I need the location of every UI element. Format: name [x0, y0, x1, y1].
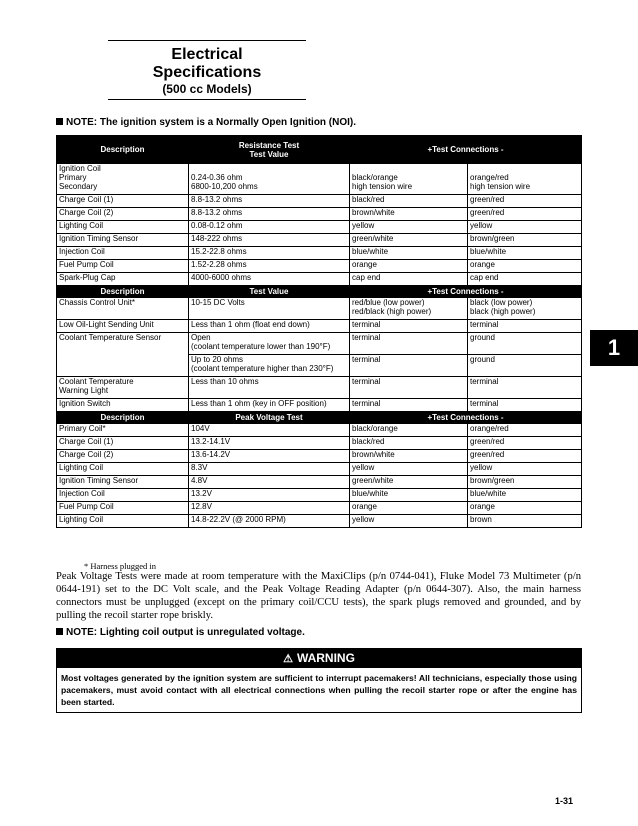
cell-minus-connection-line: terminal: [470, 377, 499, 386]
cell-minus-connection-line: orange: [470, 260, 495, 269]
cell-description-line: Secondary: [59, 182, 98, 191]
header-test-line: Resistance Test: [238, 140, 300, 150]
cell-plus-connection-line: cap end: [352, 273, 381, 282]
cell-minus-connection: [468, 377, 582, 399]
cell-test-value: [189, 377, 350, 399]
cell-minus-connection: [468, 195, 582, 208]
cell-minus-connection: [468, 298, 582, 320]
cell-description-line: Injection Coil: [59, 247, 105, 256]
cell-test-value: [189, 320, 350, 333]
cell-plus-connection: [350, 164, 468, 195]
cell-minus-connection: [468, 273, 582, 286]
cell-plus-connection: [350, 489, 468, 502]
title-line3: (500 cc Models): [162, 82, 252, 96]
cell-test-value: [189, 247, 350, 260]
cell-test-value-line: 6800-10,200 ohms: [191, 182, 258, 191]
cell-minus-connection-line: orange/red: [470, 173, 509, 182]
cell-description: [57, 355, 189, 377]
table-row: [57, 195, 582, 208]
cell-minus-connection-line: green/red: [470, 195, 505, 204]
cell-minus-connection: [468, 247, 582, 260]
cell-test-value-line: 4000-6000 ohms: [191, 273, 252, 282]
cell-plus-connection: [350, 463, 468, 476]
cell-description: [57, 399, 189, 412]
cell-minus-connection-line: brown/green: [470, 234, 515, 243]
cell-description-line: Low Oil-Light Sending Unit: [59, 320, 154, 329]
cell-test-value: [189, 399, 350, 412]
cell-description: [57, 515, 189, 528]
cell-description-line: Spark-Plug Cap: [59, 273, 116, 282]
cell-description-line: Charge Coil (1): [59, 195, 114, 204]
table-row: [57, 320, 582, 333]
cell-minus-connection-line: yellow: [470, 463, 493, 472]
cell-minus-connection-line: ground: [470, 333, 495, 342]
cell-plus-connection: [350, 515, 468, 528]
cell-minus-connection: [468, 424, 582, 437]
cell-minus-connection: [468, 320, 582, 333]
header-test-connections: +Test Connections -: [350, 412, 582, 424]
cell-description-line: [59, 355, 186, 364]
cell-plus-connection: [350, 273, 468, 286]
footnote: * Harness plugged in: [84, 561, 157, 571]
cell-plus-connection: [350, 424, 468, 437]
cell-minus-connection: [468, 502, 582, 515]
cell-test-value: [189, 476, 350, 489]
cell-minus-connection: [468, 208, 582, 221]
table-row: [57, 502, 582, 515]
cell-test-value: [189, 260, 350, 273]
cell-test-value: [189, 221, 350, 234]
cell-description: [57, 476, 189, 489]
peak-voltage-paragraph: Peak Voltage Tests were made at room temperature with the MaxiClips (p/n 0744-041), Fluke Model 73 Multimeter (p/n 0644-191) set to the DC Volt scale, and the Peak Voltage Reading Adapter (p/n 0644-307). Also, the main harness connectors must be unplugged (except on the primary coil/CCU tests), the spark plugs removed and grounded, and by pulling the recoil starter rope briskly.: [56, 571, 581, 621]
cell-description: [57, 333, 189, 355]
cell-description: [57, 273, 189, 286]
cell-test-value-line: Less than 1 ohm (float end down): [191, 320, 310, 329]
table-header-row: [57, 136, 582, 164]
cell-test-value-line: Less than 10 ohms: [191, 377, 259, 386]
cell-test-value-line: 8.8-13.2 ohms: [191, 208, 243, 217]
cell-plus-connection-line: high tension wire: [352, 182, 413, 191]
cell-test-value: [189, 333, 350, 355]
cell-minus-connection-line: green/red: [470, 450, 505, 459]
cell-test-value-line: 1.52-2.28 ohms: [191, 260, 247, 269]
cell-plus-connection-line: terminal: [352, 320, 381, 329]
cell-plus-connection-line: blue/white: [352, 247, 389, 256]
cell-description-line: Ignition Coil: [59, 164, 101, 173]
cell-test-value-line: (coolant temperature lower than 190°F): [191, 342, 331, 351]
cell-description-line: Injection Coil: [59, 489, 105, 498]
cell-plus-connection: [350, 333, 468, 355]
cell-description: [57, 260, 189, 273]
cell-test-value: [189, 195, 350, 208]
cell-plus-connection: [350, 195, 468, 208]
cell-description: [57, 502, 189, 515]
cell-plus-connection-line: terminal: [352, 333, 381, 342]
cell-plus-connection-line: yellow: [352, 463, 375, 472]
cell-minus-connection: [468, 164, 582, 195]
cell-plus-connection: [350, 399, 468, 412]
cell-minus-connection: [468, 399, 582, 412]
cell-plus-connection-line: terminal: [352, 355, 381, 364]
cell-description-line: Primary: [59, 173, 87, 182]
table-row: [57, 476, 582, 489]
cell-description: [57, 247, 189, 260]
cell-minus-connection-line: [470, 164, 579, 173]
cell-description: [57, 320, 189, 333]
cell-description-line: Fuel Pump Coil: [59, 260, 114, 269]
cell-test-value: [189, 234, 350, 247]
note-lighting: [56, 627, 305, 638]
bullet-square-icon: [56, 628, 63, 635]
cell-test-value-line: [191, 164, 347, 173]
cell-plus-connection-line: terminal: [352, 399, 381, 408]
cell-minus-connection: [468, 260, 582, 273]
cell-test-value-line: 13.6-14.2V: [191, 450, 231, 459]
cell-minus-connection-line: orange: [470, 502, 495, 511]
cell-test-value-line: 148-222 ohms: [191, 234, 243, 243]
cell-minus-connection-line: blue/white: [470, 247, 507, 256]
cell-minus-connection: [468, 355, 582, 377]
title-line2: Specifications: [152, 64, 262, 81]
cell-minus-connection-line: terminal: [470, 320, 499, 329]
cell-plus-connection-line: red/blue (low power): [352, 298, 425, 307]
table-row: [57, 355, 582, 377]
cell-description: [57, 208, 189, 221]
cell-minus-connection-line: black (low power): [470, 298, 533, 307]
header-test-value: Test Value: [189, 286, 350, 298]
table-row: [57, 489, 582, 502]
header-test-connections: +Test Connections -: [350, 136, 582, 164]
cell-description: [57, 463, 189, 476]
warning-box: [56, 648, 582, 713]
cell-test-value: [189, 463, 350, 476]
table-row: [57, 221, 582, 234]
cell-description: [57, 234, 189, 247]
header-description: Description: [57, 136, 189, 164]
cell-minus-connection: [468, 463, 582, 476]
cell-test-value-line: 4.8V: [191, 476, 208, 485]
cell-plus-connection-line: black/red: [352, 437, 385, 446]
cell-test-value-line: 8.3V: [191, 463, 208, 472]
cell-test-value-line: 13.2V: [191, 489, 212, 498]
cell-plus-connection-line: brown/white: [352, 208, 395, 217]
cell-description-line: Ignition Switch: [59, 399, 111, 408]
cell-test-value-line: 14.8-22.2V (@ 2000 RPM): [191, 515, 286, 524]
note-lighting-text: NOTE: Lighting coil output is unregulated voltage.: [66, 627, 305, 638]
cell-minus-connection: [468, 476, 582, 489]
cell-minus-connection: [468, 489, 582, 502]
table-row: [57, 463, 582, 476]
cell-test-value: [189, 489, 350, 502]
cell-test-value-line: (coolant temperature higher than 230°F): [191, 364, 334, 373]
table-row: [57, 247, 582, 260]
cell-description-line: Lighting Coil: [59, 463, 104, 472]
cell-plus-connection-line: [352, 164, 465, 173]
cell-minus-connection-line: orange/red: [470, 424, 509, 433]
cell-description-line: Coolant Temperature Sensor: [59, 333, 162, 342]
cell-test-value-line: 15.2-22.8 ohms: [191, 247, 247, 256]
cell-plus-connection: [350, 450, 468, 463]
cell-test-value: [189, 208, 350, 221]
cell-minus-connection-line: blue/white: [470, 489, 507, 498]
cell-description: [57, 489, 189, 502]
cell-test-value-line: Open: [191, 333, 211, 342]
table-row: [57, 437, 582, 450]
cell-plus-connection: [350, 476, 468, 489]
cell-description: [57, 164, 189, 195]
table-row: [57, 273, 582, 286]
title-line1: Electrical: [171, 46, 243, 63]
cell-description-line: Ignition Timing Sensor: [59, 476, 139, 485]
table-row: [57, 260, 582, 273]
cell-description-line: Warning Light: [59, 386, 109, 395]
cell-description-line: Primary Coil*: [59, 424, 106, 433]
cell-minus-connection: [468, 234, 582, 247]
cell-plus-connection-line: black/orange: [352, 424, 398, 433]
cell-minus-connection-line: green/red: [470, 208, 505, 217]
cell-plus-connection: [350, 320, 468, 333]
cell-description-line: Charge Coil (1): [59, 437, 114, 446]
cell-minus-connection: [468, 221, 582, 234]
title-block: [108, 40, 306, 100]
cell-test-value: [189, 515, 350, 528]
cell-plus-connection-line: brown/white: [352, 450, 395, 459]
cell-minus-connection-line: yellow: [470, 221, 493, 230]
cell-test-value-line: 12.8V: [191, 502, 212, 511]
table-row: [57, 377, 582, 399]
cell-test-value-line: 104V: [191, 424, 210, 433]
cell-description: [57, 195, 189, 208]
cell-description: [57, 437, 189, 450]
cell-description-line: Coolant Temperature: [59, 377, 134, 386]
cell-plus-connection-line: blue/white: [352, 489, 389, 498]
cell-test-value-line: 13.2-14.1V: [191, 437, 231, 446]
cell-description-line: Chassis Control Unit*: [59, 298, 136, 307]
cell-test-value: [189, 273, 350, 286]
cell-description: [57, 377, 189, 399]
table-row: [57, 234, 582, 247]
cell-plus-connection: [350, 247, 468, 260]
cell-plus-connection-line: green/white: [352, 476, 394, 485]
cell-minus-connection-line: high tension wire: [470, 182, 531, 191]
cell-description-line: Lighting Coil: [59, 221, 104, 230]
table-row: [57, 515, 582, 528]
cell-test-value: [189, 298, 350, 320]
cell-test-value: [189, 450, 350, 463]
cell-plus-connection-line: red/black (high power): [352, 307, 432, 316]
cell-plus-connection: [350, 221, 468, 234]
table-row: [57, 399, 582, 412]
cell-test-value-line: 0.24-0.36 ohm: [191, 173, 243, 182]
cell-description-line: Lighting Coil: [59, 515, 104, 524]
cell-minus-connection-line: brown/green: [470, 476, 515, 485]
cell-test-value: [189, 437, 350, 450]
cell-plus-connection-line: orange: [352, 260, 377, 269]
cell-plus-connection-line: green/white: [352, 234, 394, 243]
page-number: 1-31: [555, 796, 574, 806]
cell-plus-connection: [350, 437, 468, 450]
header-test-value: Peak Voltage Test: [189, 412, 350, 424]
cell-plus-connection: [350, 377, 468, 399]
table-row: [57, 450, 582, 463]
header-description: Description: [57, 286, 189, 298]
cell-test-value: [189, 355, 350, 377]
cell-minus-connection-line: green/red: [470, 437, 505, 446]
cell-test-value-line: Less than 1 ohm (key in OFF position): [191, 399, 327, 408]
cell-test-value: [189, 502, 350, 515]
warning-triangle-icon: ⚠: [283, 653, 293, 665]
table-header-row: [57, 412, 582, 424]
cell-minus-connection-line: cap end: [470, 273, 499, 282]
cell-test-value: [189, 164, 350, 195]
cell-minus-connection-line: terminal: [470, 399, 499, 408]
cell-description-line: Charge Coil (2): [59, 208, 114, 217]
table-row: [57, 164, 582, 195]
cell-minus-connection: [468, 515, 582, 528]
cell-minus-connection: [468, 437, 582, 450]
cell-plus-connection-line: black/orange: [352, 173, 398, 182]
chapter-tab: 1: [590, 330, 638, 366]
cell-test-value: [189, 424, 350, 437]
cell-test-value-line: Up to 20 ohms: [191, 355, 244, 364]
cell-test-value-line: 0.08-0.12 ohm: [191, 221, 243, 230]
header-test-value: [189, 136, 350, 164]
cell-plus-connection: [350, 260, 468, 273]
cell-description-line: Fuel Pump Coil: [59, 502, 114, 511]
bullet-square-icon: [56, 118, 63, 125]
cell-plus-connection-line: black/red: [352, 195, 385, 204]
warning-title: WARNING: [296, 651, 355, 665]
note-ignition: [56, 117, 356, 128]
cell-minus-connection-line: ground: [470, 355, 495, 364]
cell-test-value-line: 8.8-13.2 ohms: [191, 195, 243, 204]
table-row: [57, 208, 582, 221]
cell-plus-connection: [350, 355, 468, 377]
cell-minus-connection: [468, 333, 582, 355]
table-row: [57, 333, 582, 355]
cell-plus-connection-line: orange: [352, 502, 377, 511]
header-test-connections: +Test Connections -: [350, 286, 582, 298]
warning-body: Most voltages generated by the ignition system are sufficient to interrupt pacemakers! All technicians, especially those using pacemakers, must avoid contact with all electrical connections when pulling the recoil starter rope or after the engine has been started.: [61, 673, 577, 707]
cell-plus-connection-line: yellow: [352, 221, 375, 230]
cell-plus-connection-line: terminal: [352, 377, 381, 386]
cell-description: [57, 450, 189, 463]
cell-plus-connection-line: yellow: [352, 515, 375, 524]
note-ignition-text: NOTE: The ignition system is a Normally Open Ignition (NOI).: [66, 117, 357, 128]
cell-minus-connection: [468, 450, 582, 463]
cell-description-line: Charge Coil (2): [59, 450, 114, 459]
warning-header: [57, 649, 581, 668]
cell-test-value-line: 10-15 DC Volts: [191, 298, 245, 307]
cell-plus-connection: [350, 298, 468, 320]
cell-minus-connection-line: brown: [470, 515, 492, 524]
cell-minus-connection-line: black (high power): [470, 307, 536, 316]
cell-description: [57, 424, 189, 437]
electrical-spec-table: [56, 135, 582, 528]
cell-description-line: Ignition Timing Sensor: [59, 234, 139, 243]
cell-plus-connection: [350, 208, 468, 221]
table-header-row: [57, 286, 582, 298]
header-description: Description: [57, 412, 189, 424]
table-row: [57, 424, 582, 437]
cell-plus-connection: [350, 502, 468, 515]
cell-plus-connection: [350, 234, 468, 247]
header-test-line: Test Value: [249, 149, 289, 159]
cell-description: [57, 298, 189, 320]
cell-description: [57, 221, 189, 234]
table-row: [57, 298, 582, 320]
